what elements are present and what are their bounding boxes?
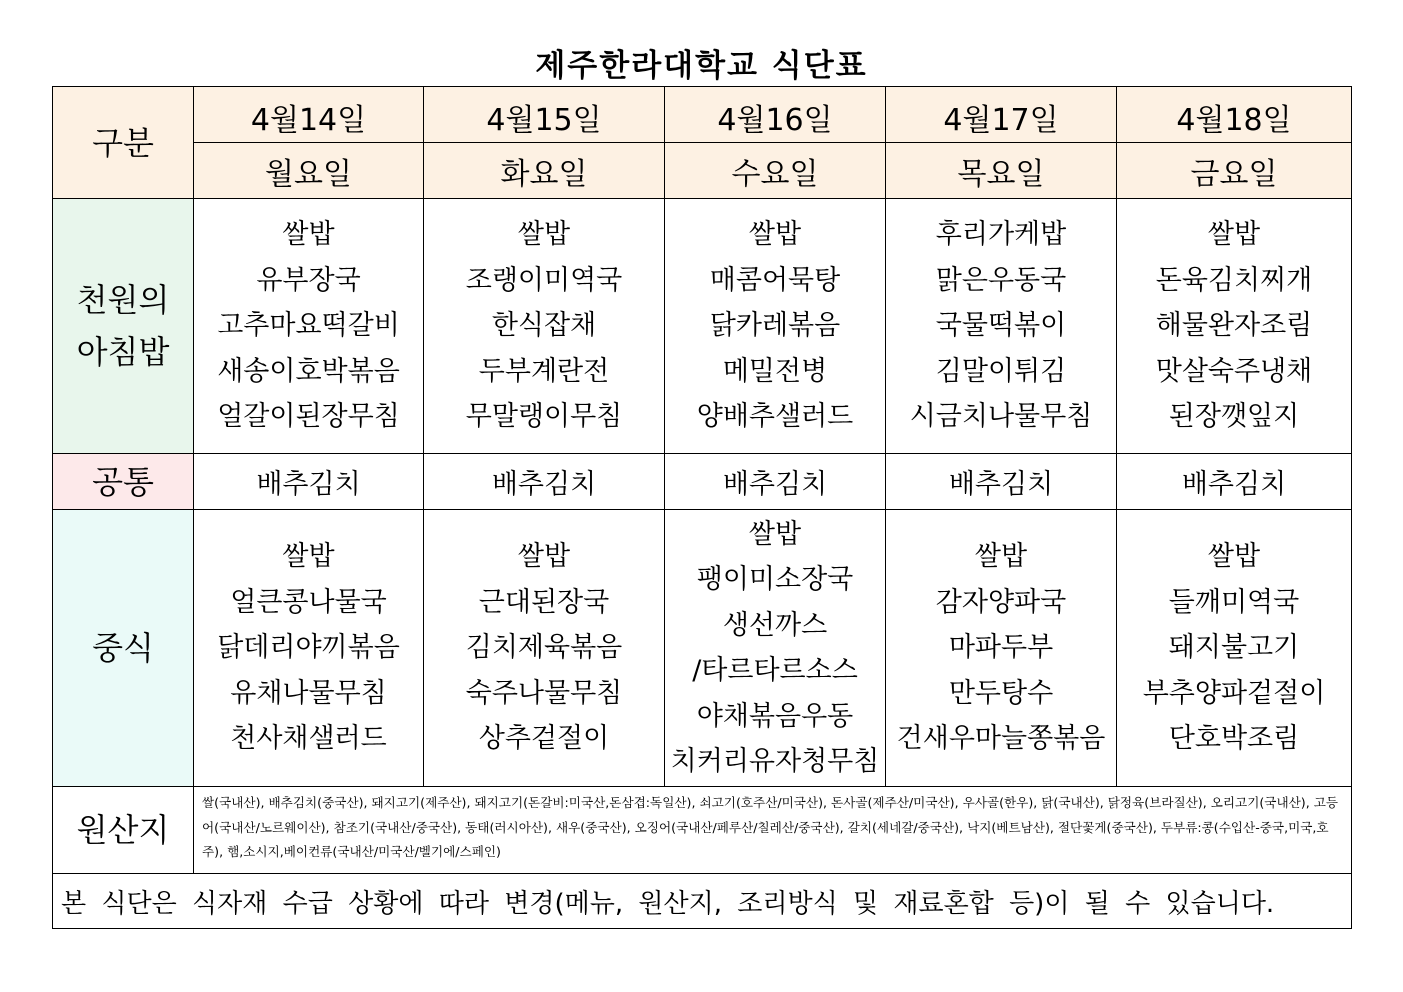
breakfast-menu-cell [194,199,424,454]
menu-item: 건새우마늘쫑볶음 [896,723,1106,755]
menu-item: 얼큰콩나물국 [230,586,387,618]
menu-item: 얼갈이된장무침 [217,401,400,433]
common-menu-cell: 배추김치 [1117,454,1352,510]
menu-item: 단호박조림 [1168,723,1300,755]
menu-item: 쌀밥 [1207,541,1261,573]
category-header: 구분 [53,87,194,199]
common-menu-cell: 배추김치 [194,454,424,510]
weekday-cell: 수요일 [665,143,886,199]
menu-item: 맑은우동국 [935,264,1067,296]
breakfast-menu-cell [1117,199,1352,454]
weekday-row [53,143,1352,199]
menu-item: 돈육김치찌개 [1155,264,1313,296]
menu-item: 쌀밥 [282,219,335,251]
menu-item: 후리가케밥 [935,219,1067,251]
breakfast-menu-cell [424,199,665,454]
common-menu-cell: 배추김치 [886,454,1117,510]
menu-item: 만두탕수 [948,677,1054,709]
lunch-menu-cell [665,510,886,787]
notice-text: 본 식단은 식자재 수급 상황에 따라 변경(메뉴, 원산지, 조리방식 및 재료혼합 등)이 될 수 있습니다. [53,874,1352,929]
menu-item: 숙주나물무침 [465,677,623,709]
menu-item: 쌀밥 [517,541,571,573]
menu-item: 된장깻잎지 [1168,401,1300,433]
breakfast-label-line: 아침밥 [76,333,170,371]
breakfast-label-line: 천원의 [76,281,170,319]
lunch-row [53,510,1352,787]
common-row [53,454,1352,510]
breakfast-label [53,199,194,454]
menu-item: /타르타르소스 [692,655,858,686]
menu-item: 고추마요떡갈비 [217,310,400,342]
menu-item: 천사채샐러드 [230,723,387,755]
date-cell: 4월16일 [665,87,886,143]
origin-text: 쌀(국내산), 배추김치(중국산), 돼지고기(제주산), 돼지고기(돈갈비:미국산,돈삼겹:독일산), 쇠고기(호주산/미국산), 돈사골(제주산/미국산), 우사골(한우), 닭(국내산), 닭정육(브라질산), 오리고기(국내산), 고등어(국내산/노르웨이산), 참조기(국내산/중국산), 동태(러시아산), 새우(중국산), 오징어(국내산/페루산/칠레산/중국산), 갈치(세네갈/중국산), 낙지(베트남산), 절단꽃게(중국산), 두부류:콩(수입산-중국,미국,호주), 햄,소시지,베이컨류(국내산/미국산/벨기에/스페인) [194,787,1352,874]
menu-item: 감자양파국 [935,586,1067,618]
notice-row [53,874,1352,929]
lunch-menu-cell [424,510,665,787]
menu-item: 생선까스 [722,609,828,641]
origin-label: 원산지 [53,787,194,874]
date-cell: 4월14일 [194,87,424,143]
menu-item: 쌀밥 [748,219,802,251]
menu-item: 유채나물무침 [230,677,387,709]
menu-item: 두부계란전 [478,355,610,387]
breakfast-row [53,199,1352,454]
menu-item: 근대된장국 [478,586,610,618]
menu-item: 해물완자조림 [1155,310,1313,342]
origin-row [53,787,1352,874]
menu-item: 팽이미소장국 [696,564,854,595]
menu-item: 야채볶음우동 [696,700,854,732]
menu-item: 무말랭이무침 [465,401,623,433]
menu-item: 한식잡채 [491,310,597,342]
weekday-cell: 화요일 [424,143,665,199]
menu-item: 양배추샐러드 [696,401,854,433]
menu-item: 쌀밥 [748,518,802,550]
menu-item: 쌀밥 [974,541,1028,573]
date-cell: 4월15일 [424,87,665,143]
date-row [53,87,1352,143]
menu-item: 쌀밥 [282,541,335,573]
breakfast-menu-cell [886,199,1117,454]
menu-item: 쌀밥 [517,219,571,251]
menu-item: 부추양파겉절이 [1142,677,1326,709]
weekday-cell: 금요일 [1117,143,1352,199]
weekday-cell: 목요일 [886,143,1117,199]
common-label: 공통 [53,454,194,510]
menu-item: 유부장국 [256,264,361,296]
menu-item: 매콤어묵탕 [709,264,841,296]
common-menu-cell: 배추김치 [665,454,886,510]
menu-item: 마파두부 [948,632,1054,664]
menu-item: 들깨미역국 [1168,586,1300,618]
menu-item: 시금치나물무침 [909,401,1093,433]
date-cell: 4월17일 [886,87,1117,143]
menu-item: 상추겉절이 [478,723,610,755]
common-menu-cell: 배추김치 [424,454,665,510]
lunch-menu-cell [194,510,424,787]
menu-item: 김말이튀김 [935,355,1067,387]
menu-item: 김치제육볶음 [465,632,623,664]
menu-item: 치커리유자청무침 [670,746,880,777]
menu-item: 닭데리야끼볶음 [217,632,400,664]
weekday-cell: 월요일 [194,143,424,199]
lunch-label: 중식 [53,510,194,787]
menu-item: 닭카레볶음 [709,310,841,342]
menu-item: 쌀밥 [1207,219,1261,251]
lunch-menu-cell [886,510,1117,787]
lunch-menu-cell [1117,510,1352,787]
breakfast-menu-cell [665,199,886,454]
menu-item: 메밀전병 [722,355,828,387]
menu-item: 돼지불고기 [1168,632,1300,664]
menu-table [52,86,1352,929]
page-title: 제주한라대학교 식단표 [535,48,868,84]
menu-item: 맛살숙주냉채 [1155,355,1313,387]
date-cell: 4월18일 [1117,87,1352,143]
menu-item: 조랭이미역국 [465,264,623,296]
menu-item: 새송이호박볶음 [217,355,400,387]
menu-item: 국물떡볶이 [935,310,1067,342]
